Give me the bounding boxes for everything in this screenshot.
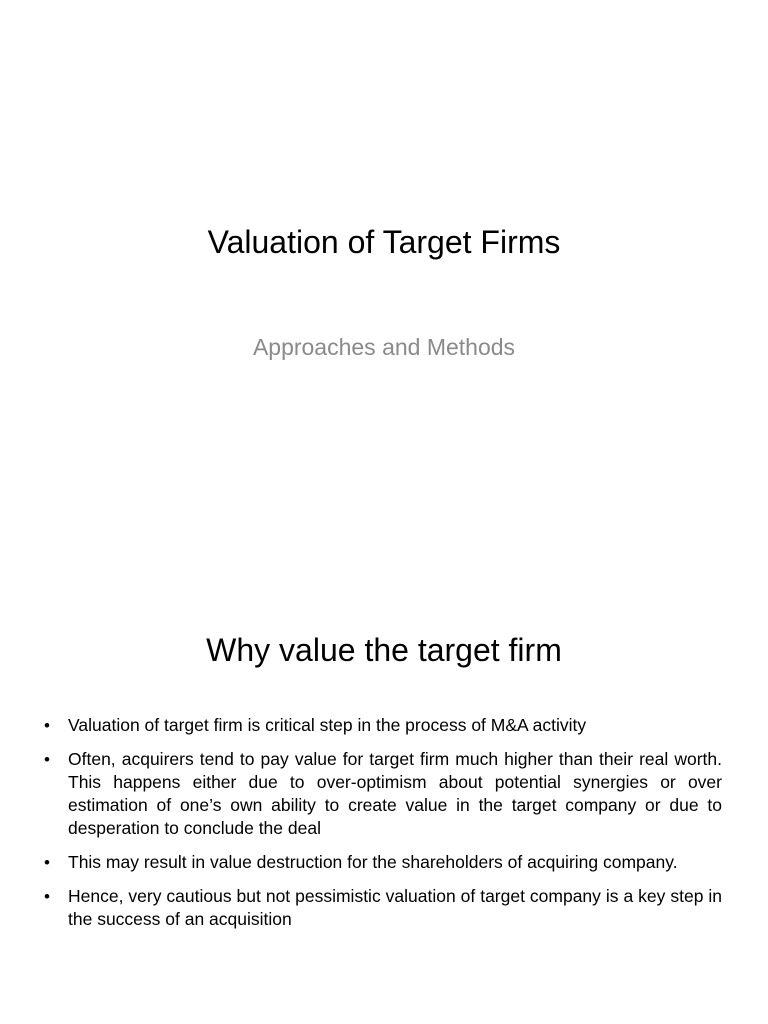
bullet-text: Hence, very cautious but not pessimistic valuation of target company is a key step in the success of an acquisition (68, 886, 722, 929)
bullet-icon: • (44, 716, 50, 735)
bullet-list (44, 714, 722, 942)
bullet-item (44, 851, 722, 874)
bullet-item (44, 748, 722, 840)
bullet-icon: • (44, 750, 50, 769)
bullet-item (44, 885, 722, 931)
slide-title: Valuation of Target Firms (207, 224, 561, 260)
content-slide (0, 576, 768, 1024)
bullet-text: Valuation of target firm is critical step in the process of M&A activity (68, 715, 587, 735)
bullet-text: Often, acquirers tend to pay value for target firm much higher than their real worth. This happens either due to over-optimism about potential synergies or over estimation of one’s own ability to create value in the target company or due to desperation to conclude the deal (68, 749, 722, 838)
slide-heading: Why value the target firm (206, 632, 562, 668)
bullet-item (44, 714, 722, 737)
bullet-icon: • (44, 887, 50, 906)
bullet-icon: • (44, 853, 50, 872)
bullet-text: This may result in value destruction for the shareholders of acquiring company. (68, 852, 678, 872)
slide-subtitle: Approaches and Methods (252, 334, 516, 360)
